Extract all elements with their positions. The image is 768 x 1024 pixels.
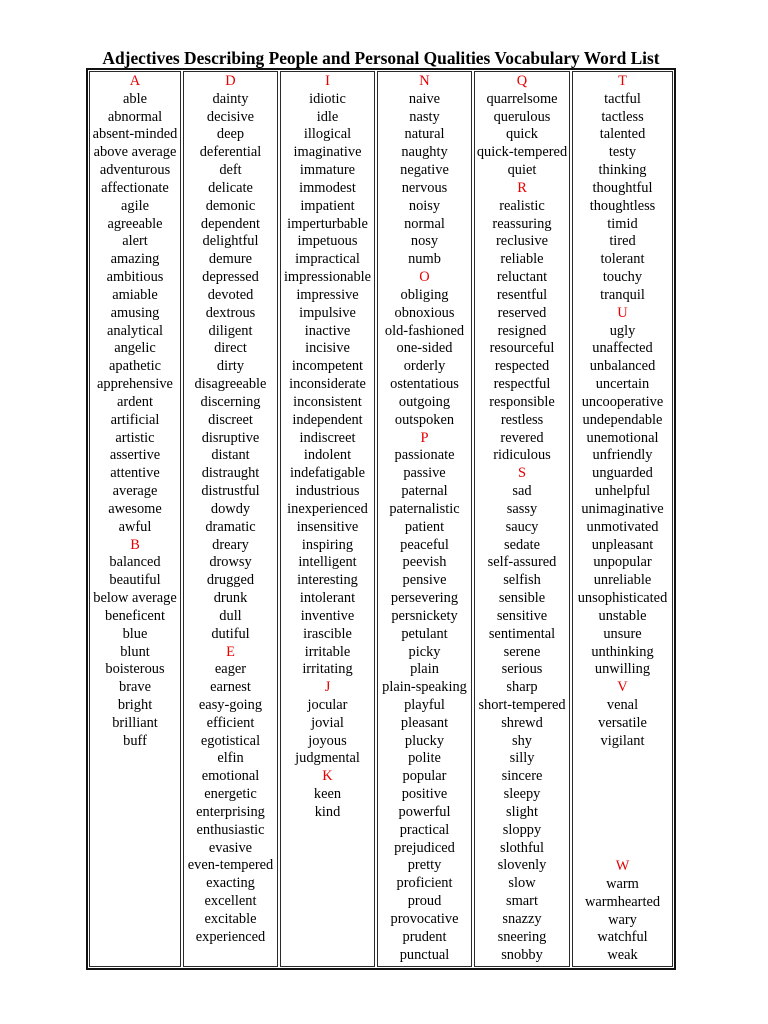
word-item: unthinking bbox=[591, 643, 654, 660]
word-item: depressed bbox=[202, 269, 259, 286]
word-item: artificial bbox=[110, 411, 160, 428]
word-item: unimaginative bbox=[581, 500, 664, 517]
word-item: agreeable bbox=[107, 215, 163, 232]
word-item: blunt bbox=[120, 643, 150, 660]
word-item: distant bbox=[211, 447, 250, 464]
word-item: unsophisticated bbox=[577, 590, 668, 607]
word-item: pensive bbox=[402, 572, 447, 589]
word-item: elfin bbox=[217, 750, 244, 767]
word-item: negative bbox=[400, 162, 449, 179]
word-item: tactful bbox=[604, 90, 641, 107]
word-item: indiscreet bbox=[299, 429, 356, 446]
word-item: outgoing bbox=[398, 393, 451, 410]
word-item: shrewd bbox=[501, 714, 543, 731]
word-item: unwilling bbox=[594, 661, 651, 678]
word-item: demure bbox=[208, 251, 253, 268]
word-item: touchy bbox=[602, 269, 643, 286]
word-item: old-fashioned bbox=[384, 322, 465, 339]
word-item: average bbox=[112, 483, 158, 500]
word-item: intolerant bbox=[299, 590, 356, 607]
word-item: pleasant bbox=[400, 714, 449, 731]
word-item: agile bbox=[121, 197, 149, 214]
letter-heading: W bbox=[615, 858, 630, 875]
word-item: direct bbox=[214, 340, 247, 357]
word-item: deferential bbox=[199, 144, 262, 161]
word-item: excitable bbox=[204, 910, 257, 927]
word-item: paternal bbox=[401, 483, 448, 500]
word-item: dependent bbox=[200, 215, 261, 232]
word-item: peevish bbox=[402, 554, 447, 571]
word-item: sassy bbox=[506, 500, 538, 517]
word-item: petulant bbox=[401, 625, 448, 642]
word-item: drugged bbox=[206, 572, 255, 589]
word-item: responsible bbox=[489, 393, 555, 410]
word-item: inactive bbox=[304, 322, 351, 339]
word-item: alert bbox=[122, 233, 148, 250]
word-item: snobby bbox=[501, 946, 543, 963]
word-item: disagreeable bbox=[194, 376, 267, 393]
word-column-d-e bbox=[183, 71, 278, 967]
word-item: earnest bbox=[210, 679, 251, 696]
word-item: prejudiced bbox=[394, 839, 455, 856]
word-item: decisive bbox=[206, 108, 255, 125]
word-item: affectionate bbox=[101, 179, 169, 196]
word-item: slovenly bbox=[497, 857, 547, 874]
word-item: ridiculous bbox=[493, 447, 551, 464]
word-column-t-u-v-w bbox=[572, 71, 673, 967]
word-item: incisive bbox=[305, 340, 350, 357]
word-item: idiotic bbox=[309, 90, 346, 107]
word-column-q-r-s bbox=[474, 71, 570, 967]
word-item: dextrous bbox=[205, 304, 256, 321]
word-item: reserved bbox=[497, 304, 547, 321]
word-item: awful bbox=[118, 518, 152, 535]
word-item: orderly bbox=[403, 358, 446, 375]
word-item: kind bbox=[314, 803, 341, 820]
word-item: plain-speaking bbox=[382, 679, 467, 696]
word-item: snazzy bbox=[502, 910, 542, 927]
letter-heading: T bbox=[618, 73, 627, 89]
word-item: impetuous bbox=[297, 233, 358, 250]
word-item: devoted bbox=[207, 286, 254, 303]
word-item: practical bbox=[399, 821, 450, 838]
word-item: judgmental bbox=[295, 750, 360, 767]
word-item: excellent bbox=[204, 893, 257, 910]
word-item: evasive bbox=[208, 839, 253, 856]
letter-heading: B bbox=[130, 536, 140, 553]
word-item: energetic bbox=[204, 786, 257, 803]
letter-section-j bbox=[281, 679, 374, 768]
word-item: prudent bbox=[402, 928, 447, 945]
word-item: shy bbox=[512, 732, 532, 749]
word-item: thoughtless bbox=[589, 197, 656, 214]
word-item: unmotivated bbox=[586, 518, 659, 535]
word-item: reliable bbox=[500, 251, 544, 268]
word-item: resourceful bbox=[489, 340, 555, 357]
word-item: nervous bbox=[401, 179, 448, 196]
word-item: sincere bbox=[501, 768, 543, 785]
word-item: revered bbox=[500, 429, 544, 446]
word-item: short-tempered bbox=[478, 696, 566, 713]
word-item: noisy bbox=[408, 197, 441, 214]
word-item: restless bbox=[500, 411, 544, 428]
letter-section-k bbox=[281, 768, 374, 821]
word-item: quick-tempered bbox=[476, 144, 568, 161]
word-item: delightful bbox=[202, 233, 259, 250]
letter-heading: I bbox=[325, 73, 330, 89]
word-item: passionate bbox=[394, 447, 455, 464]
word-item: distraught bbox=[201, 465, 260, 482]
word-item: unemotional bbox=[586, 429, 659, 446]
word-item: respectful bbox=[493, 376, 551, 393]
word-item: tired bbox=[609, 233, 636, 250]
word-item: amazing bbox=[110, 251, 160, 268]
word-item: watchful bbox=[597, 929, 648, 946]
word-item: awesome bbox=[108, 500, 162, 517]
word-item: intelligent bbox=[298, 554, 357, 571]
word-item: illogical bbox=[303, 126, 352, 143]
word-item: absent-minded bbox=[92, 126, 178, 143]
word-item: jovial bbox=[311, 714, 344, 731]
page-title: Adjectives Describing People and Personal Qualities Vocabulary Word List bbox=[102, 48, 660, 68]
word-item: tactless bbox=[601, 108, 644, 125]
word-item: below average bbox=[93, 590, 177, 607]
word-item: analytical bbox=[107, 322, 163, 339]
word-item: industrious bbox=[295, 483, 360, 500]
letter-section-i bbox=[281, 73, 374, 679]
word-item: quick bbox=[506, 126, 538, 143]
word-item: dreary bbox=[212, 536, 249, 553]
word-item: emotional bbox=[201, 768, 260, 785]
word-item: patient bbox=[404, 518, 445, 535]
word-item: artistic bbox=[115, 429, 155, 446]
word-item: indolent bbox=[303, 447, 352, 464]
word-item: drowsy bbox=[209, 554, 252, 571]
word-item: querulous bbox=[493, 108, 551, 125]
word-item: normal bbox=[404, 215, 445, 232]
word-item: disruptive bbox=[201, 429, 260, 446]
word-item: plain bbox=[410, 661, 439, 678]
letter-section-r bbox=[475, 180, 569, 465]
word-item: pretty bbox=[407, 857, 442, 874]
word-item: timid bbox=[607, 215, 638, 232]
letter-section-s bbox=[475, 465, 569, 964]
word-item: tranquil bbox=[600, 286, 645, 303]
word-item: slight bbox=[506, 803, 538, 820]
word-item: diligent bbox=[208, 322, 253, 339]
word-item: versatile bbox=[598, 714, 647, 731]
word-item: inventive bbox=[300, 607, 355, 624]
letter-heading: A bbox=[129, 73, 141, 89]
word-item: jocular bbox=[307, 696, 348, 713]
word-item: imaginative bbox=[293, 144, 362, 161]
word-item: able bbox=[123, 90, 147, 107]
word-item: silly bbox=[509, 750, 535, 767]
word-item: buff bbox=[123, 732, 147, 749]
word-item: egotistical bbox=[200, 732, 261, 749]
word-item: bright bbox=[117, 696, 153, 713]
word-item: impressive bbox=[296, 286, 359, 303]
word-item: experienced bbox=[195, 928, 266, 945]
word-item: sensitive bbox=[496, 607, 548, 624]
word-item: sad bbox=[512, 483, 532, 500]
letter-heading: Q bbox=[516, 73, 528, 89]
letter-section-b bbox=[90, 537, 180, 751]
letter-heading: N bbox=[419, 73, 430, 89]
letter-section-t bbox=[573, 73, 672, 305]
word-item: unpopular bbox=[593, 554, 652, 571]
word-item: punctual bbox=[399, 946, 450, 963]
word-item: discerning bbox=[200, 393, 261, 410]
word-item: sensible bbox=[498, 590, 546, 607]
word-item: amusing bbox=[110, 304, 160, 321]
word-item: adventurous bbox=[99, 162, 171, 179]
letter-heading: P bbox=[420, 429, 429, 446]
word-column-i-j-k bbox=[280, 71, 375, 967]
word-item: thoughtful bbox=[592, 179, 653, 196]
word-item: deep bbox=[216, 126, 245, 143]
word-item: unaffected bbox=[592, 340, 653, 357]
word-item: selfish bbox=[503, 572, 541, 589]
word-item: reassuring bbox=[492, 215, 552, 232]
word-item: joyous bbox=[308, 732, 347, 749]
word-item: nasty bbox=[409, 108, 440, 125]
word-item: talented bbox=[599, 126, 646, 143]
word-item: beneficent bbox=[105, 607, 165, 624]
word-item: delicate bbox=[208, 179, 253, 196]
letter-section-e bbox=[184, 644, 277, 947]
letter-heading: O bbox=[419, 269, 430, 286]
word-item: obliging bbox=[400, 286, 449, 303]
word-item: outspoken bbox=[394, 411, 455, 428]
word-item: powerful bbox=[398, 803, 451, 820]
word-item: plucky bbox=[404, 732, 445, 749]
letter-section-o bbox=[378, 269, 471, 429]
word-item: naughty bbox=[401, 144, 448, 161]
letter-section-w bbox=[573, 858, 672, 965]
word-column-n-o-p bbox=[377, 71, 472, 967]
word-item: beautiful bbox=[109, 572, 161, 589]
word-item: persnickety bbox=[391, 607, 458, 624]
word-item: amiable bbox=[112, 286, 158, 303]
word-item: unstable bbox=[598, 607, 647, 624]
word-item: uncertain bbox=[595, 376, 650, 393]
word-item: playful bbox=[404, 696, 445, 713]
word-item: ardent bbox=[117, 393, 153, 410]
word-item: unhelpful bbox=[594, 483, 651, 500]
word-item: peaceful bbox=[400, 536, 449, 553]
word-item: apathetic bbox=[109, 358, 161, 375]
word-item: deft bbox=[219, 162, 242, 179]
word-item: easy-going bbox=[198, 696, 263, 713]
word-item: unbalanced bbox=[589, 358, 656, 375]
word-item: quiet bbox=[507, 162, 537, 179]
word-item: warm bbox=[606, 875, 639, 892]
word-item: inexperienced bbox=[287, 500, 368, 517]
word-item: boisterous bbox=[105, 661, 165, 678]
word-item: obnoxious bbox=[394, 304, 455, 321]
letter-section-u bbox=[573, 305, 672, 679]
word-item: sedate bbox=[504, 536, 540, 553]
word-item: dramatic bbox=[205, 518, 256, 535]
word-item: immodest bbox=[299, 179, 356, 196]
word-item: tolerant bbox=[600, 251, 645, 268]
word-item: blue bbox=[122, 625, 148, 642]
word-item: impulsive bbox=[299, 304, 356, 321]
word-item: uncooperative bbox=[581, 393, 664, 410]
letter-heading: S bbox=[517, 465, 526, 482]
word-item: exacting bbox=[206, 875, 255, 892]
word-item: idle bbox=[316, 108, 339, 125]
word-item: popular bbox=[402, 768, 447, 785]
word-item: passive bbox=[403, 465, 446, 482]
word-item: attentive bbox=[110, 465, 160, 482]
word-item: unfriendly bbox=[592, 447, 653, 464]
word-item: eager bbox=[214, 661, 247, 678]
word-item: impressionable bbox=[283, 269, 372, 286]
word-item: impatient bbox=[300, 197, 355, 214]
word-item: impractical bbox=[295, 251, 360, 268]
word-item: dowdy bbox=[210, 500, 251, 517]
word-item: unpleasant bbox=[591, 536, 654, 553]
word-item: incompetent bbox=[291, 358, 364, 375]
letter-heading: E bbox=[226, 643, 235, 660]
word-item: picky bbox=[408, 643, 441, 660]
word-item: polite bbox=[408, 750, 441, 767]
word-item: self-assured bbox=[487, 554, 557, 571]
word-item: respected bbox=[494, 358, 550, 375]
word-item: quarrelsome bbox=[486, 90, 558, 107]
word-item: irascible bbox=[303, 625, 352, 642]
word-item: wary bbox=[608, 911, 637, 928]
word-item: slow bbox=[508, 875, 536, 892]
word-item: interesting bbox=[297, 572, 358, 589]
word-item: one-sided bbox=[396, 340, 453, 357]
letter-section-d bbox=[184, 73, 277, 644]
word-item: sharp bbox=[506, 679, 538, 696]
word-item: above average bbox=[93, 144, 177, 161]
word-item: undependable bbox=[582, 411, 663, 428]
word-item: venal bbox=[606, 696, 639, 713]
letter-section-q bbox=[475, 73, 569, 180]
word-item: brave bbox=[119, 679, 151, 696]
word-item: proficient bbox=[396, 875, 453, 892]
word-item: paternalistic bbox=[389, 500, 460, 517]
word-item: indefatigable bbox=[289, 465, 366, 482]
word-item: slothful bbox=[500, 839, 544, 856]
word-item: positive bbox=[401, 786, 448, 803]
word-item: ugly bbox=[609, 322, 636, 339]
word-item: dirty bbox=[216, 358, 245, 375]
word-item: insensitive bbox=[296, 518, 359, 535]
word-item: inconsistent bbox=[293, 393, 362, 410]
letter-section-n bbox=[378, 73, 471, 269]
word-item: vigilant bbox=[600, 732, 645, 749]
word-item: assertive bbox=[109, 447, 161, 464]
word-item: angelic bbox=[114, 340, 156, 357]
word-item: dull bbox=[219, 607, 242, 624]
word-item: resentful bbox=[496, 286, 548, 303]
word-item: sentimental bbox=[488, 625, 556, 642]
word-item: balanced bbox=[109, 554, 161, 571]
letter-section-p bbox=[378, 430, 471, 965]
word-item: testy bbox=[608, 144, 637, 161]
word-item: reclusive bbox=[496, 233, 548, 250]
word-item: sneering bbox=[497, 928, 547, 945]
word-item: irritating bbox=[302, 661, 353, 678]
word-item: serious bbox=[501, 661, 543, 678]
word-item: enterprising bbox=[196, 803, 265, 820]
word-item: nosy bbox=[410, 233, 439, 250]
word-item: inspiring bbox=[301, 536, 354, 553]
letter-section-a bbox=[90, 73, 180, 537]
word-item: drunk bbox=[213, 590, 248, 607]
word-item: apprehensive bbox=[97, 376, 173, 393]
word-item: smart bbox=[506, 893, 538, 910]
word-item: demonic bbox=[205, 197, 256, 214]
word-item: saucy bbox=[505, 518, 539, 535]
word-item: imperturbable bbox=[287, 215, 368, 232]
word-item: unsure bbox=[603, 625, 642, 642]
word-item: unreliable bbox=[593, 572, 652, 589]
word-item: keen bbox=[313, 786, 342, 803]
word-item: efficient bbox=[206, 714, 255, 731]
word-item: warmhearted bbox=[584, 893, 661, 910]
word-item: numb bbox=[408, 251, 441, 268]
word-item: enthusiastic bbox=[196, 821, 265, 838]
word-item: proud bbox=[407, 893, 442, 910]
word-item: brilliant bbox=[112, 714, 158, 731]
word-item: dutiful bbox=[211, 625, 250, 642]
word-item: realistic bbox=[499, 197, 545, 214]
word-item: reluctant bbox=[496, 269, 548, 286]
letter-section-v bbox=[573, 679, 672, 750]
word-item: ambitious bbox=[106, 269, 164, 286]
word-item: unguarded bbox=[592, 465, 653, 482]
word-item: independent bbox=[292, 411, 363, 428]
word-item: sleepy bbox=[503, 786, 541, 803]
word-item: sloppy bbox=[502, 821, 542, 838]
letter-heading: U bbox=[617, 304, 628, 321]
word-item: thinking bbox=[598, 162, 647, 179]
letter-heading: J bbox=[324, 679, 331, 696]
letter-heading: D bbox=[225, 73, 236, 89]
word-item: discreet bbox=[208, 411, 253, 428]
word-item: naive bbox=[408, 90, 441, 107]
word-list-table bbox=[86, 68, 676, 970]
word-item: distrustful bbox=[201, 483, 260, 500]
word-column-a-b bbox=[89, 71, 181, 967]
word-item: resigned bbox=[497, 322, 547, 339]
word-item: even-tempered bbox=[187, 857, 274, 874]
word-item: weak bbox=[607, 947, 638, 964]
word-item: abnormal bbox=[107, 108, 163, 125]
word-item: dainty bbox=[212, 90, 249, 107]
word-item: provocative bbox=[390, 910, 459, 927]
word-item: persevering bbox=[390, 590, 459, 607]
letter-heading: V bbox=[617, 679, 628, 696]
word-item: inconsiderate bbox=[289, 376, 366, 393]
letter-heading: R bbox=[517, 179, 527, 196]
word-item: immature bbox=[299, 162, 356, 179]
word-item: natural bbox=[404, 126, 445, 143]
word-item: serene bbox=[503, 643, 541, 660]
letter-heading: K bbox=[322, 768, 333, 785]
word-item: ostentatious bbox=[390, 376, 459, 393]
word-item: irritable bbox=[304, 643, 351, 660]
